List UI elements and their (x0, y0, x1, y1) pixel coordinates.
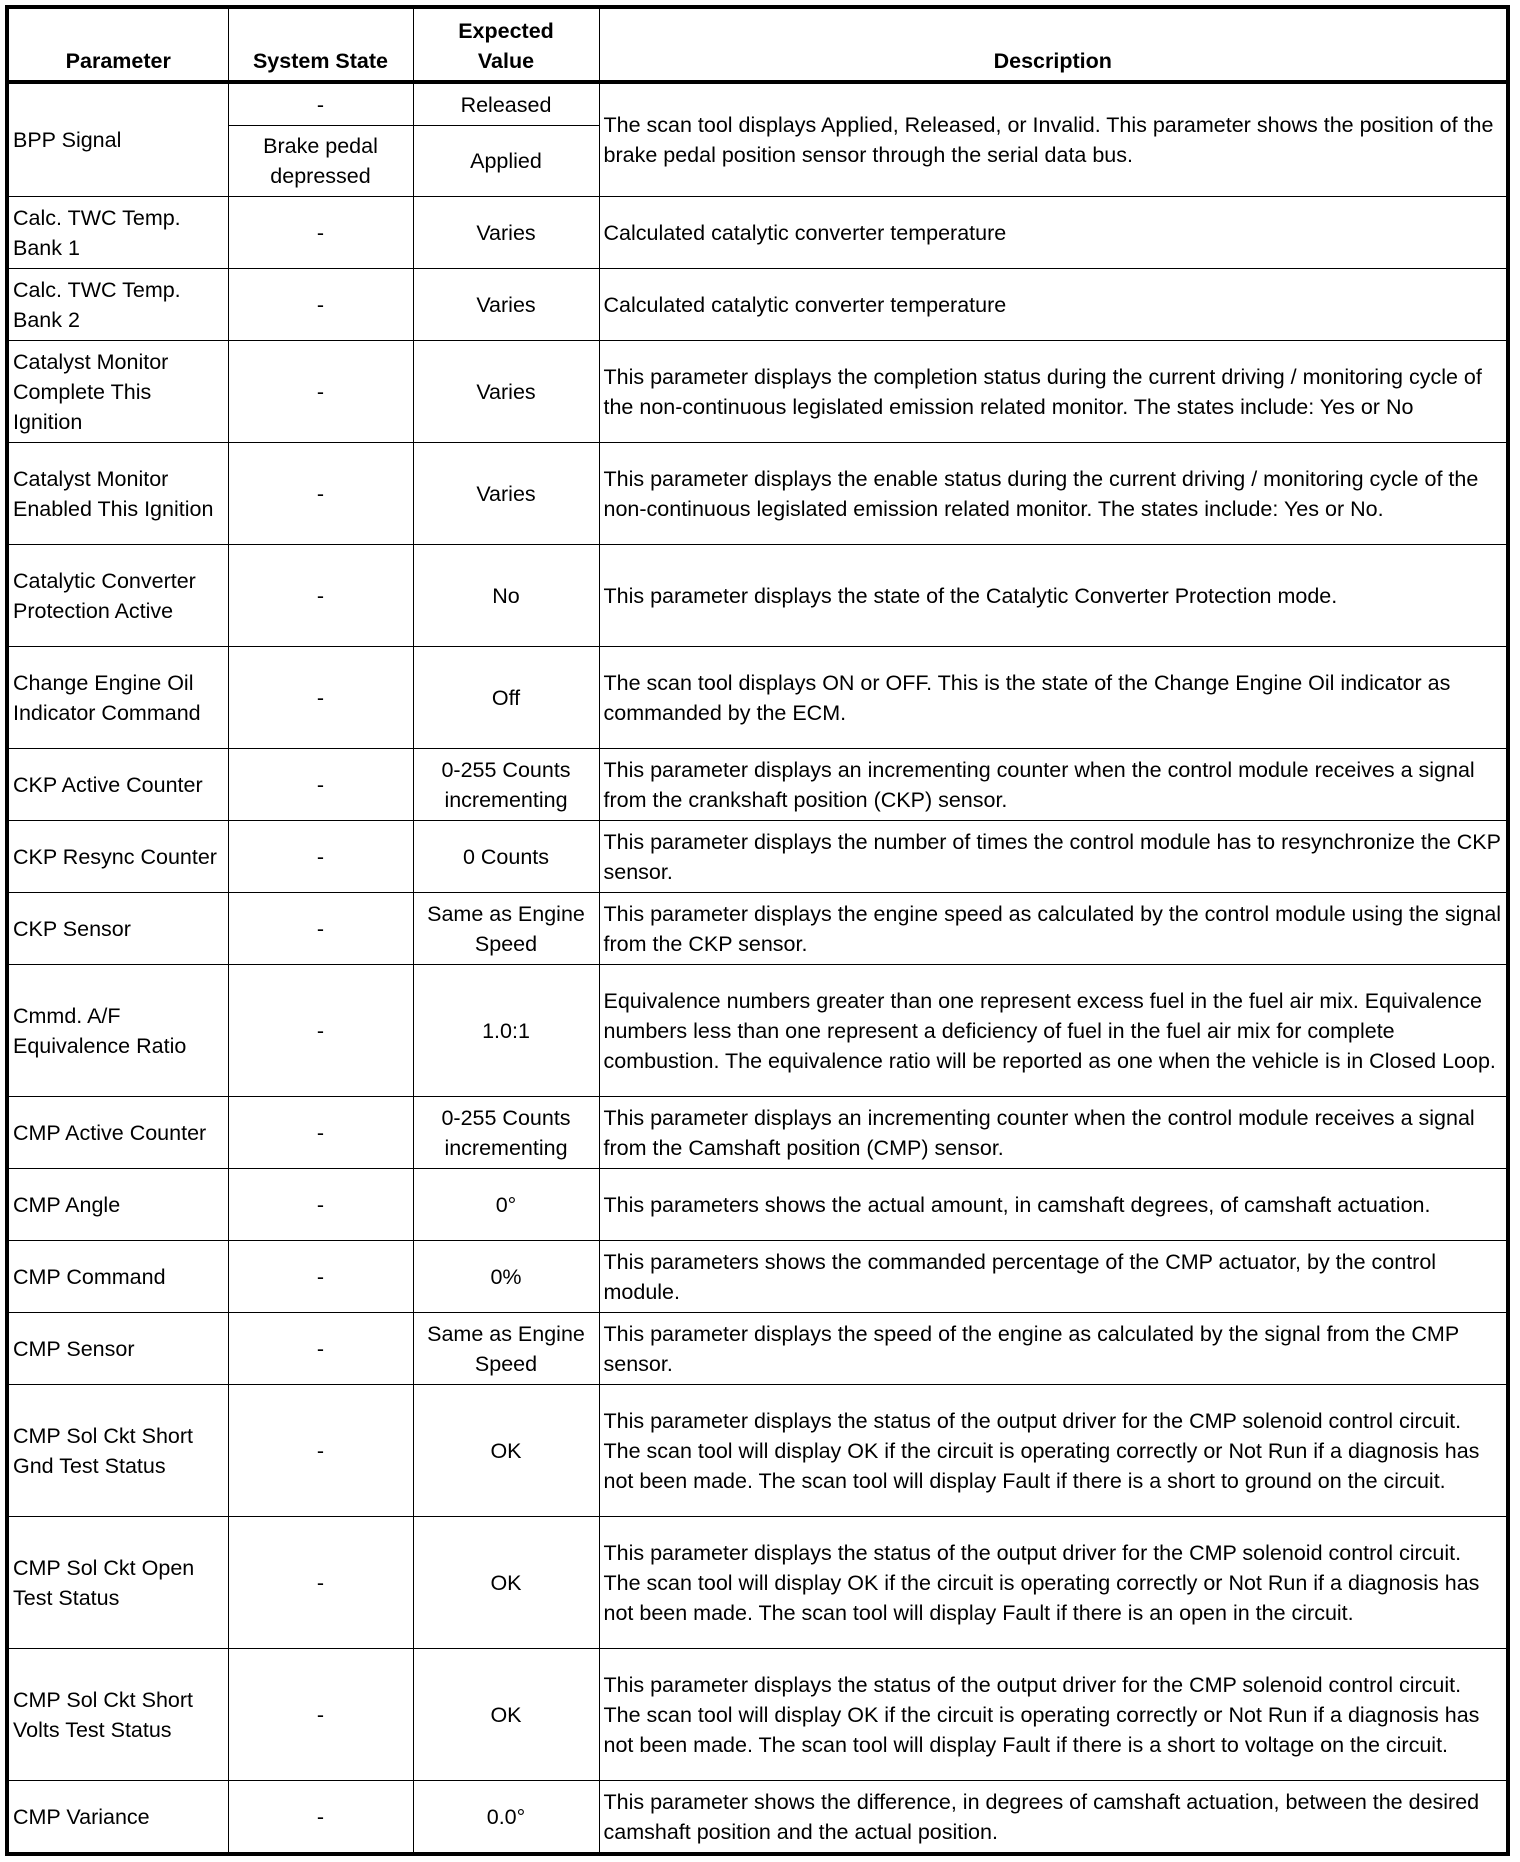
cell-system-state: - (228, 647, 413, 749)
cell-expected-value: 0% (413, 1241, 599, 1313)
cell-expected-value: 0° (413, 1169, 599, 1241)
cell-system-state: - (228, 1169, 413, 1241)
cell-expected-value: Varies (413, 443, 599, 545)
cell-expected-value: 0.0° (413, 1781, 599, 1855)
cell-parameter: CKP Active Counter (7, 749, 228, 821)
cell-description: This parameter displays the status of the output driver for the CMP solenoid control circuit. The scan tool will display OK if the circuit is operating correctly or Not Run if a diagnosis has not been made. The scan tool will display Fault if there is an open in the circuit. (599, 1517, 1508, 1649)
cell-system-state: - (228, 893, 413, 965)
table-row (7, 821, 1508, 893)
table-row (7, 197, 1508, 269)
cell-expected-value: Off (413, 647, 599, 749)
cell-expected-value: Same as Engine Speed (413, 893, 599, 965)
cell-system-state: Brake pedal depressed (228, 126, 413, 197)
cell-description: Equivalence numbers greater than one represent excess fuel in the fuel air mix. Equivalence numbers less than one represent a deficiency of fuel in the fuel air mix for complete combustion. The equivalence ratio will be reported as one when the vehicle is in Closed Loop. (599, 965, 1508, 1097)
table-row (7, 1385, 1508, 1517)
cell-expected-value: Same as Engine Speed (413, 1313, 599, 1385)
cell-system-state: - (228, 82, 413, 126)
cell-description: This parameter displays the speed of the engine as calculated by the signal from the CMP sensor. (599, 1313, 1508, 1385)
cell-parameter: BPP Signal (7, 82, 228, 197)
cell-system-state: - (228, 443, 413, 545)
cell-system-state: - (228, 749, 413, 821)
cell-parameter: CMP Active Counter (7, 1097, 228, 1169)
cell-expected-value: 0-255 Counts incrementing (413, 749, 599, 821)
cell-description: The scan tool displays Applied, Released, or Invalid. This parameter shows the position of the brake pedal position sensor through the serial data bus. (599, 82, 1508, 197)
cell-description: This parameters shows the actual amount, in camshaft degrees, of camshaft actuation. (599, 1169, 1508, 1241)
cell-parameter: Cmmd. A/F Equivalence Ratio (7, 965, 228, 1097)
cell-parameter: CMP Sol Ckt Short Gnd Test Status (7, 1385, 228, 1517)
table-row (7, 1097, 1508, 1169)
header-row (7, 7, 1508, 82)
cell-system-state: - (228, 1313, 413, 1385)
cell-description: This parameter displays the enable status during the current driving / monitoring cycle of the non-continuous legislated emission related monitor. The states include: Yes or No. (599, 443, 1508, 545)
header-parameter: Parameter (7, 7, 228, 82)
cell-description: The scan tool displays ON or OFF. This is the state of the Change Engine Oil indicator as commanded by the ECM. (599, 647, 1508, 749)
table-row (7, 749, 1508, 821)
cell-description: This parameter displays the status of the output driver for the CMP solenoid control circuit. The scan tool will display OK if the circuit is operating correctly or Not Run if a diagnosis has not been made. The scan tool will display Fault if there is a short to voltage on the circuit. (599, 1649, 1508, 1781)
table-row (7, 1169, 1508, 1241)
table-row (7, 1313, 1508, 1385)
cell-system-state: - (228, 1241, 413, 1313)
table-row (7, 893, 1508, 965)
cell-description: Calculated catalytic converter temperature (599, 197, 1508, 269)
cell-system-state: - (228, 821, 413, 893)
cell-description: This parameter displays the status of the output driver for the CMP solenoid control circuit. The scan tool will display OK if the circuit is operating correctly or Not Run if a diagnosis has not been made. The scan tool will display Fault if there is a short to ground on the circuit. (599, 1385, 1508, 1517)
cell-expected-value: 0 Counts (413, 821, 599, 893)
table-row (7, 647, 1508, 749)
cell-parameter: CMP Sol Ckt Short Volts Test Status (7, 1649, 228, 1781)
cell-expected-value: Varies (413, 197, 599, 269)
cell-expected-value: OK (413, 1517, 599, 1649)
cell-description: This parameters shows the commanded percentage of the CMP actuator, by the control module. (599, 1241, 1508, 1313)
cell-description: This parameter displays the completion status during the current driving / monitoring cycle of the non-continuous legislated emission related monitor. The states include: Yes or No (599, 341, 1508, 443)
cell-parameter: CMP Command (7, 1241, 228, 1313)
cell-parameter: CMP Angle (7, 1169, 228, 1241)
table-row (7, 545, 1508, 647)
cell-system-state: - (228, 1517, 413, 1649)
cell-parameter: CMP Sol Ckt Open Test Status (7, 1517, 228, 1649)
cell-expected-value: Varies (413, 269, 599, 341)
cell-description: Calculated catalytic converter temperature (599, 269, 1508, 341)
cell-description: This parameter displays an incrementing counter when the control module receives a signal from the crankshaft position (CKP) sensor. (599, 749, 1508, 821)
cell-parameter: Catalyst Monitor Complete This Ignition (7, 341, 228, 443)
table-row (7, 1241, 1508, 1313)
cell-system-state: - (228, 1781, 413, 1855)
table-row (7, 269, 1508, 341)
cell-parameter: Change Engine Oil Indicator Command (7, 647, 228, 749)
table-row (7, 1781, 1508, 1855)
cell-system-state: - (228, 965, 413, 1097)
table-row (7, 965, 1508, 1097)
cell-parameter: CKP Sensor (7, 893, 228, 965)
header-description: Description (599, 7, 1508, 82)
header-expected-line2: Value (477, 49, 535, 73)
header-system-state: System State (228, 7, 413, 82)
table-row (7, 341, 1508, 443)
cell-parameter: CKP Resync Counter (7, 821, 228, 893)
cell-system-state: - (228, 545, 413, 647)
cell-parameter: CMP Sensor (7, 1313, 228, 1385)
cell-expected-value: No (413, 545, 599, 647)
cell-expected-value: OK (413, 1385, 599, 1517)
cell-system-state: - (228, 1385, 413, 1517)
cell-description: This parameter shows the difference, in degrees of camshaft actuation, between the desired camshaft position and the actual position. (599, 1781, 1508, 1855)
header-expected-value (413, 7, 599, 82)
cell-parameter: Calc. TWC Temp. Bank 1 (7, 197, 228, 269)
cell-expected-value: Released (413, 82, 599, 126)
table-row (7, 1517, 1508, 1649)
cell-parameter: CMP Variance (7, 1781, 228, 1855)
cell-system-state: - (228, 1649, 413, 1781)
cell-expected-value: 1.0:1 (413, 965, 599, 1097)
cell-expected-value: 0-255 Counts incrementing (413, 1097, 599, 1169)
cell-description: This parameter displays the number of times the control module has to resynchronize the CKP sensor. (599, 821, 1508, 893)
table-row-bpp-released (7, 82, 1508, 126)
cell-description: This parameter displays an incrementing counter when the control module receives a signal from the Camshaft position (CMP) sensor. (599, 1097, 1508, 1169)
cell-description: This parameter displays the state of the Catalytic Converter Protection mode. (599, 545, 1508, 647)
cell-parameter: Calc. TWC Temp. Bank 2 (7, 269, 228, 341)
cell-system-state: - (228, 197, 413, 269)
table-row (7, 443, 1508, 545)
cell-system-state: - (228, 341, 413, 443)
cell-parameter: Catalyst Monitor Enabled This Ignition (7, 443, 228, 545)
cell-expected-value: Varies (413, 341, 599, 443)
cell-parameter: Catalytic Converter Protection Active (7, 545, 228, 647)
cell-description: This parameter displays the engine speed as calculated by the control module using the signal from the CKP sensor. (599, 893, 1508, 965)
cell-expected-value: Applied (413, 126, 599, 197)
parameter-table (5, 5, 1510, 1856)
cell-expected-value: OK (413, 1649, 599, 1781)
table-row (7, 1649, 1508, 1781)
header-expected-line1: Expected (458, 19, 554, 43)
cell-system-state: - (228, 1097, 413, 1169)
cell-system-state: - (228, 269, 413, 341)
